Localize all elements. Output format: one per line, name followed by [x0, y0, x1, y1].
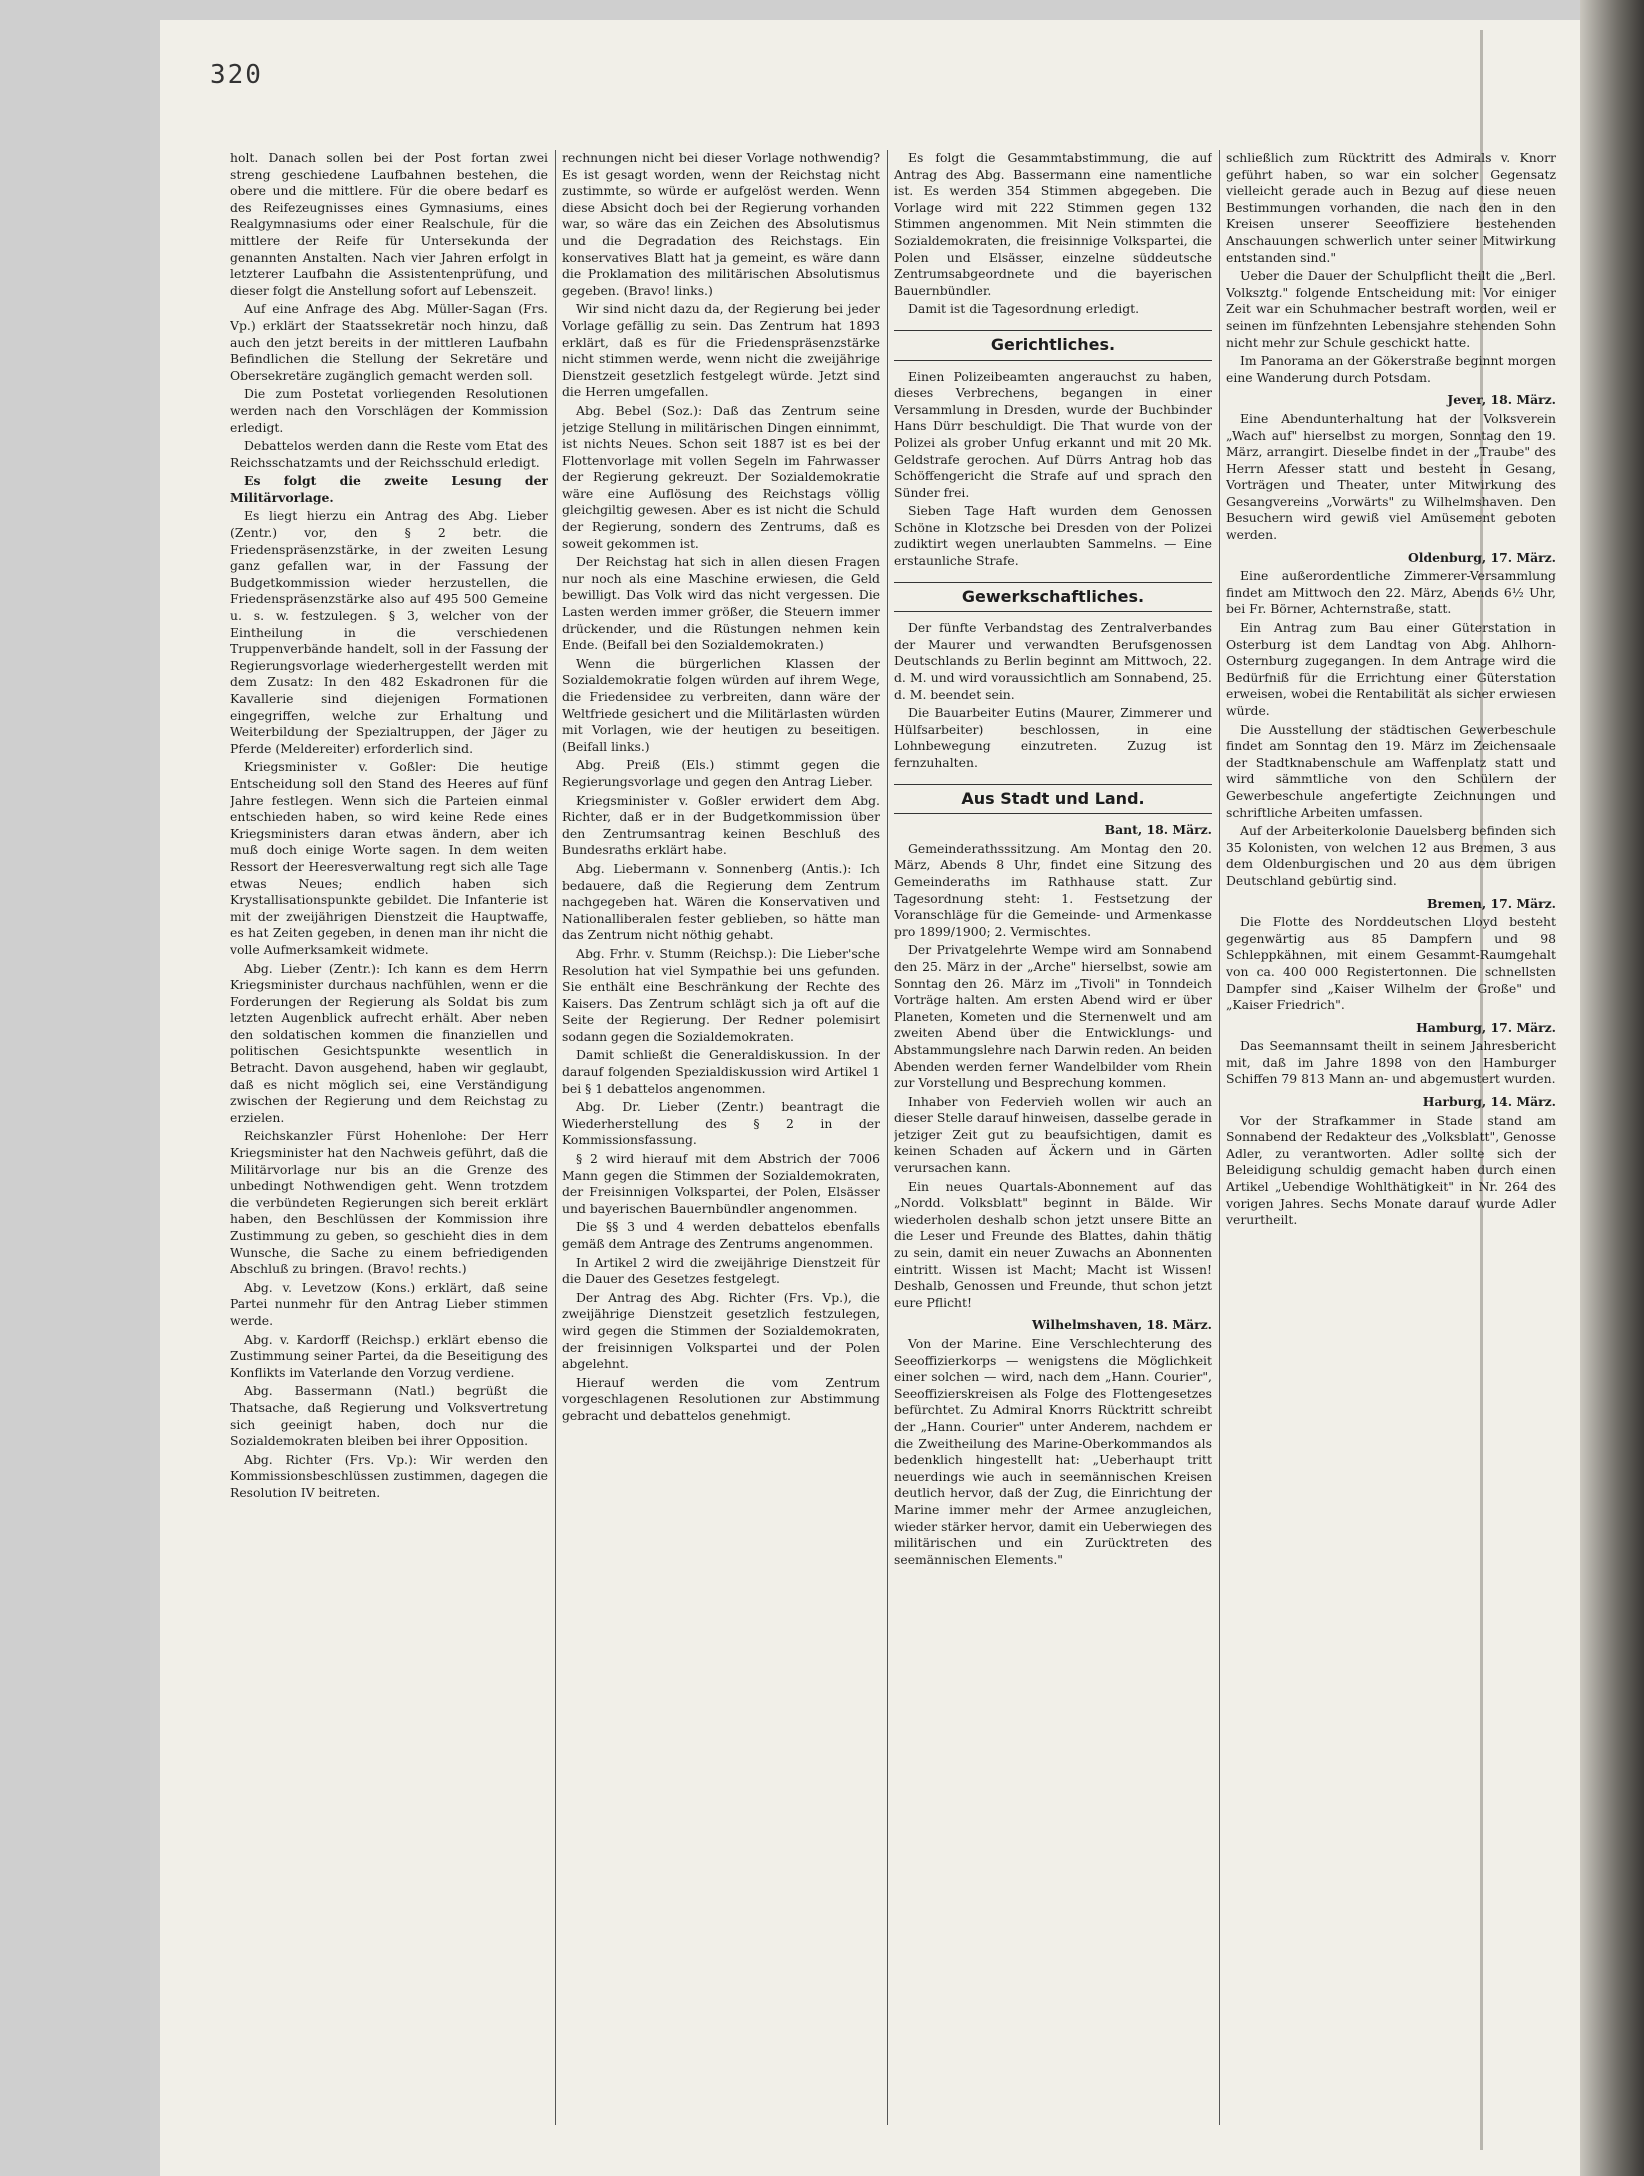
paragraph: Eine Abendunterhaltung hat der Volksverein „Wach auf" hierselbst zu morgen, Sonntag den 19. März, arrangirt. Dieselbe findet in der „Traube" des Herrn Afesser statt und besteht in Gesang, Vorträgen und Theater, unter Mitwirkung des Gesangvereins „Vorwärts" zu Wilhelmshaven. Den Besuchern wird gewiß viel Amüsement geboten werden.: [1226, 410, 1556, 543]
column-4: [1226, 150, 1556, 2125]
paragraph: Abg. Bebel (Soz.): Daß das Zentrum seine jetzige Stellung in militärischen Dingen einnimmt, ist nichts Neues. Schon seit 1887 ist es bei der Flottenvorlage mit vollen Segeln im Fahrwasser der Regierung gekreuzt. Der Sozialdemokratie wäre eine Auflösung des Reichstags völlig gleichgiltig gewesen. Aber es ist nicht die Schuld der Regierung, sondern des Zentrums, daß es soweit gekommen ist.: [562, 402, 880, 551]
paragraph: holt. Danach sollen bei der Post fortan zwei streng geschiedene Laufbahnen bestehen, die obere und die mittlere. Für die obere bedarf es des Reifezeugnisses eines Gymnasiums, eines Realgymnasiums oder einer Realschule, für die mittlere der Reife für Untersekunda der genannten Anstalten. Nach vier Jahren erfolgt in letzterer Laufbahn die Assistentenprüfung, und dieser folgt die Anstellung sofort auf Lebenszeit.: [230, 150, 548, 298]
paragraph: Abg. v. Kardorff (Reichsp.) erklärt ebenso die Zustimmung seiner Partei, da die Beseitigung des Konflikts im Vaterlande den Vorzug verdiene.: [230, 1331, 548, 1380]
paragraph: Ein neues Quartals-Abonnement auf das „Nordd. Volksblatt" beginnt in Bälde. Wir wiederholen deshalb schon jetzt unsere Bitte an die Leser und Freunde des Blattes, dahin thätig zu sein, damit ein neuer Zuwachs an Abonnenten eintritt. Wissen ist Macht; Macht ist Wissen! Deshalb, Genossen und Freunde, thut schon jetzt eure Pflicht!: [894, 1178, 1212, 1310]
paragraph: Von der Marine. Eine Verschlechterung des Seeoffizierkorps — wenigstens die Möglichkeit einer solchen — wird, nach dem „Hann. Courier", Seeoffizierskreisen als Folge des Flottengesetzes befürchtet. Zu Admiral Knorrs Rücktritt schreibt der „Hann. Courier" unter Anderem, nachdem er die Zweitheilung des Marine-Oberkommandos als bedenklich hingestellt hat: „Ueberhaupt tritt neuerdings wie auch in seemännischen Kreisen deutlich hervor, daß der Zug, die Einrichtung der Marine immer mehr der Armee anzugleichen, wieder stärker hervor, damit ein Ueberwiegen des militärischen und ein Zurücktreten des seemännischen Elements.": [894, 1336, 1212, 1567]
paragraph: Der fünfte Verbandstag des Zentralverbandes der Maurer und verwandten Berufsgenossen Deutschlands zu Berlin beginnt am Mittwoch, 22. d. M. und wird voraussichtlich am Sonnabend, 25. d. M. beendet sein.: [894, 620, 1212, 702]
paragraph: Im Panorama an der Gökerstraße beginnt morgen eine Wanderung durch Potsdam.: [1226, 353, 1556, 385]
paragraph: Inhaber von Federvieh wollen wir auch an dieser Stelle darauf hinweisen, dasselbe gerade in jetziger Zeit gut zu beaufsichtigen, damit es keinen Schaden auf Äckern und in Gärten verursachen kann.: [894, 1093, 1212, 1176]
paragraph: Die Ausstellung der städtischen Gewerbeschule findet am Sonntag den 19. März im Zeichensaale der Stadtknabenschule am Waffenplatz statt und wird sämmtliche von den Schülern der Gewerbeschule angefertigte Zeichnungen und schriftliche Arbeiten umfassen.: [1226, 721, 1556, 820]
column-3: [894, 150, 1212, 2125]
paragraph: Wir sind nicht dazu da, der Regierung bei jeder Vorlage gefällig zu sein. Das Zentrum hat 1893 erklärt, daß es für die Friedenspräsenzstärke nicht stimmen werde, wenn nicht die zweijährige Dienstzeit gesetzlich festgelegt würde. Jetzt sind die Herren umgefallen.: [562, 301, 880, 400]
paragraph: Die zum Postetat vorliegenden Resolutionen werden nach den Vorschlägen der Kommission erledigt.: [230, 386, 548, 435]
dateline: Bremen, 17. März.: [1426, 895, 1556, 911]
paragraph: Wenn die bürgerlichen Klassen der Sozialdemokratie folgen würden auf ihrem Wege, die Friedensidee zu verbreiten, dann wäre der Weltfriede gesichert und die Militärlasten würden mit Vorlagen, wie der heutigen zu beseitigen. (Beifall links.): [562, 655, 880, 754]
paragraph: Einen Polizeibeamten angerauchst zu haben, dieses Verbrechens, begangen in einer Versammlung in Dresden, wurde der Buchbinder Hans Dürr beschuldigt. Die That wurde von der Polizei als grober Unfug erkannt und mit 20 Mk. Geldstrafe gerochen. Auf Dürrs Antrag hob das Schöffengericht die Strafe auf und sprach den Sünder frei.: [894, 368, 1212, 500]
column-2: [562, 150, 880, 2125]
paragraph: Abg. v. Levetzow (Kons.) erklärt, daß seine Partei nunmehr für den Antrag Lieber stimmen werde.: [230, 1279, 548, 1328]
paragraph: Reichskanzler Fürst Hohenlohe: Der Herr Kriegsminister hat den Nachweis geführt, daß die Militärvorlage nur bis an die Grenze des unbedingt Nothwendigen geht. Wenn trotzdem die verbündeten Regierungen sich bereit erklärt haben, den Beschlüssen der Kommission ihre Zustimmung zu geben, so geschieht dies in dem Wunsche, die Sache zu einem befriedigenden Abschluß zu bringen. (Bravo! rechts.): [230, 1128, 548, 1277]
column-1: [230, 150, 548, 2125]
paragraph: Abg. Richter (Frs. Vp.): Wir werden den Kommissionsbeschlüssen zustimmen, dagegen die Resolution IV beitreten.: [230, 1451, 548, 1500]
paragraph: rechnungen nicht bei dieser Vorlage nothwendig? Es ist gesagt worden, wenn der Reichstag nicht zustimmte, so würde er aufgelöst werden. Wenn diese Absicht doch bei der Regierung vorhanden war, so wäre das ein Zeichen des Absolutismus und die Degradation des Reichstags. Ein konservatives Blatt hat ja gemeint, es wäre dann die Proklamation des militärischen Absolutismus gegeben. (Bravo! links.): [562, 150, 880, 298]
paragraph: Kriegsminister v. Goßler: Die heutige Entscheidung soll den Stand des Heeres auf fünf Jahre festlegen. Wenn sich die Parteien einmal entschieden haben, so wird keine Rede eines Kriegsministers daran etwas ändern, aber ich muß doch einige Worte sagen. In dem weiten Ressort der Heeresverwaltung regt sich alle Tage etwas Neues; endlich haben sich Krystallisationspunkte gebildet. Die Infanterie ist mit der zweijährigen Dienstzeit die Hauptwaffe, es hat Zeiten gegeben, in denen man ihr nicht die volle Aufmerksamkeit widmete.: [230, 759, 548, 957]
paragraph: Der Privatgelehrte Wempe wird am Sonnabend den 25. März in der „Arche" hierselbst, sowie am Sonntag den 26. März im „Tivoli" in Tonndeich Vorträge halten. Am ersten Abend wird er über Planeten, Kometen und die Sternenwelt und am zweiten Abend über die Entwicklungs- und Abstammungslehre nach Darwin reden. An beiden Abenden werden ferner Wandelbilder vom Rhein zur Vorstellung und Besprechung kommen.: [894, 942, 1212, 1091]
book-spine: [1580, 0, 1644, 2176]
section-heading: Aus Stadt und Land.: [894, 784, 1212, 815]
paragraph: Es liegt hierzu ein Antrag des Abg. Lieber (Zentr.) vor, den § 2 betr. die Friedenspräsenzstärke, in der zweiten Lesung ganz gefallen war, in der Fassung der Budgetkommission wieder herzustellen, die Friedenspräsenzstärke also auf 495 500 Gemeine u. s. w. festzulegen. § 3, welcher von der Eintheilung in die verschiedenen Truppenverbände handelt, soll in der Fassung der Regierungsvorlage wiederhergestellt werden mit dem Zusatz: In den 482 Eskadronen für die Kavallerie sind diejenigen Formationen eingegriffen, welche zur Erhaltung und Weiterbildung der Spezialtruppen, der Jäger zu Pferde (Meldereiter) erforderlich sind.: [230, 508, 548, 756]
dateline: Jever, 18. März.: [1447, 392, 1556, 408]
paragraph: § 2 wird hierauf mit dem Abstrich der 7006 Mann gegen die Stimmen der Sozialdemokraten, der Freisinnigen Volkspartei, der Polen, Elsässer und bayerischen Bauernbündler angenommen.: [562, 1151, 880, 1216]
paragraph: Ueber die Dauer der Schulpflicht theilt die „Berl. Volksztg." folgende Entscheidung mit: Vor einiger Zeit war ein Schuhmacher bestraft worden, weil er seinen im fünfzehnten Lebensjahre stehenden Sohn nicht mehr zur Schule geschickt hatte.: [1226, 268, 1556, 350]
paragraph: Vor der Strafkammer in Stade stand am Sonnabend der Redakteur des „Volksblatt", Genosse Adler, zu verantworten. Adler sollte sich der Beleidigung schuldig gemacht haben durch einen Artikel „Uebendige Wohlthätigkeit" in Nr. 264 des vorigen Jahres. Sechs Monate darauf wurde Adler verurtheilt.: [1226, 1112, 1556, 1228]
paragraph: Hierauf werden die vom Zentrum vorgeschlagenen Resolutionen zur Abstimmung gebracht und debattelos genehmigt.: [562, 1374, 880, 1423]
paragraph: Das Seemannsamt theilt in seinem Jahresbericht mit, daß im Jahre 1898 von den Hamburger Schiffen 79 813 Mann an- und abgemustert wurden.: [1226, 1038, 1556, 1087]
column-rule: [1219, 150, 1220, 2125]
dateline: Harburg, 14. März.: [1422, 1094, 1556, 1110]
paragraph: Ein Antrag zum Bau einer Güterstation in Osterburg ist dem Landtag von Abg. Ahlhorn-Osternburg zugegangen. In dem Antrage wird die Bedürfniß für die Errichtung einer Güterstation erweisen, wobei die Rentabilität als sicher erwiesen würde.: [1226, 620, 1556, 718]
dateline: Wilhelmshaven, 18. März.: [1031, 1317, 1212, 1333]
paragraph: Auf der Arbeiterkolonie Dauelsberg befinden sich 35 Kolonisten, von welchen 12 aus Bremen, 3 aus dem Oldenburgischen und 20 aus dem übrigen Deutschland gebürtig sind.: [1226, 823, 1556, 888]
column-rule: [887, 150, 888, 2125]
paragraph: Gemeinderathsssitzung. Am Montag den 20. März, Abends 8 Uhr, findet eine Sitzung des Gemeinderaths im Rathhause statt. Zur Tagesordnung steht: 1. Festsetzung der Voranschläge für die Gemeinde- und Armenkasse pro 1899/1900; 2. Vermischtes.: [894, 840, 1212, 939]
paragraph: Abg. Preiß (Els.) stimmt gegen die Regierungsvorlage und gegen den Antrag Lieber.: [562, 757, 880, 789]
section-heading: Gewerkschaftliches.: [894, 582, 1212, 613]
paragraph: Abg. Liebermann v. Sonnenberg (Antis.): Ich bedauere, daß die Regierung dem Zentrum nachgegeben hat. Wären die Konservativen und Nationalliberalen fester geblieben, so hätte man das Zentrum nicht nöthig gehabt.: [562, 860, 880, 943]
paragraph: Der Antrag des Abg. Richter (Frs. Vp.), die zweijährige Dienstzeit gesetzlich festzulegen, wird gegen die Stimmen der Sozialdemokraten, der freisinnigen Volkspartei und der Polen abgelehnt.: [562, 1289, 880, 1372]
paragraph: Abg. Lieber (Zentr.): Ich kann es dem Herrn Kriegsminister durchaus nachfühlen, wenn er die Forderungen der Regierung als Soldat bis zum letzten Augenblick aufrecht erhält. Aber neben den soldatischen kommen die finanziellen und politischen Gesichtspunkte wesentlich in Betracht. Davon ausgehend, haben wir geglaubt, daß es nicht möglich sei, eine Verständigung zwischen der Regierung und dem Reichstag zu erzielen.: [230, 960, 548, 1125]
dateline: Hamburg, 17. März.: [1416, 1019, 1556, 1035]
column-rule: [555, 150, 556, 2125]
paragraph: Abg. Bassermann (Natl.) begrüßt die Thatsache, daß Regierung und Volksvertretung sich geeinigt haben, doch nur die Sozialdemokraten bleiben bei ihrer Opposition.: [230, 1383, 548, 1449]
paragraph: schließlich zum Rücktritt des Admirals v. Knorr geführt haben, so war ein solcher Gegensatz vielleicht gerade auch in Bezug auf diese neuen Bestimmungen vorhanden, die nach den in den Kreisen unserer Seeoffiziere bestehenden Anschauungen schwerlich unter seiner Mitwirkung entstanden sind.": [1226, 150, 1556, 265]
paragraph: Eine außerordentliche Zimmerer-Versammlung findet am Mittwoch den 22. März, Abends 6½ Uhr, bei Fr. Börner, Achternstraße, statt.: [1226, 568, 1556, 617]
paragraph: Damit schließt die Generaldiskussion. In der darauf folgenden Spezialdiskussion wird Artikel 1 bei § 1 debattelos angenommen.: [562, 1047, 880, 1096]
dateline: Oldenburg, 17. März.: [1407, 549, 1556, 565]
paragraph: Der Reichstag hat sich in allen diesen Fragen nur noch als eine Maschine erwiesen, die Geld bewilligt. Das Volk wird das nicht vergessen. Die Lasten werden immer größer, die Steuern immer drückender, und die Rüstungen nehmen kein Ende. (Beifall bei den Sozialdemokraten.): [562, 554, 880, 653]
paragraph: Abg. Dr. Lieber (Zentr.) beantragt die Wiederherstellung des § 2 in der Kommissionsfassung.: [562, 1099, 880, 1148]
paragraph: Die §§ 3 und 4 werden debattelos ebenfalls gemäß dem Antrage des Zentrums angenommen.: [562, 1219, 880, 1251]
paragraph: Es folgt die zweite Lesung der Militärvorlage.: [230, 473, 548, 505]
paragraph: Die Bauarbeiter Eutins (Maurer, Zimmerer und Hülfsarbeiter) beschlossen, in eine Lohnbewegung einzutreten. Zuzug ist fernzuhalten.: [894, 705, 1212, 770]
page-number: 320: [210, 60, 263, 90]
paragraph: In Artikel 2 wird die zweijährige Dienstzeit für die Dauer des Gesetzes festgelegt.: [562, 1254, 880, 1287]
paragraph: Die Flotte des Norddeutschen Lloyd besteht gegenwärtig aus 85 Dampfern und 98 Schleppkähnen, mit einem Gesammt-Raumgehalt von ca. 400 000 Registertonnen. Die schnellsten Dampfer sind „Kaiser Wilhelm der Große" und „Kaiser Friedrich".: [1226, 914, 1556, 1013]
paragraph: Kriegsminister v. Goßler erwidert dem Abg. Richter, daß er in der Budgetkommission über den Zentrumsantrag keinen Beschluß des Bundesraths erklärt habe.: [562, 792, 880, 858]
paragraph: Auf eine Anfrage des Abg. Müller-Sagan (Frs. Vp.) erklärt der Staatssekretär noch hinzu, daß auch den jetzt bereits in der mittleren Laufbahn Befindlichen die Stellung der Sekretäre und Obersekretäre zugänglich gemacht werden soll.: [230, 301, 548, 383]
section-heading: Gerichtliches.: [894, 330, 1212, 361]
dateline: Bant, 18. März.: [1104, 822, 1212, 838]
paragraph: Debattelos werden dann die Reste vom Etat des Reichsschatzamts und der Reichsschuld erledigt.: [230, 438, 548, 470]
paragraph: Sieben Tage Haft wurden dem Genossen Schöne in Klotzsche bei Dresden von der Polizei zudiktirt wegen unerlaubten Sammelns. — Eine erstaunliche Strafe.: [894, 503, 1212, 569]
paragraph: Es folgt die Gesammtabstimmung, die auf Antrag des Abg. Bassermann eine namentliche ist. Es werden 354 Stimmen abgegeben. Die Vorlage wird mit 222 Stimmen gegen 132 Stimmen angenommen. Mit Nein stimmten die Sozialdemokraten, die freisinnige Volkspartei, die Polen und Elsässer, einzelne süddeutsche Zentrumsabgeordnete und die bayerischen Bauernbündler.: [894, 150, 1212, 298]
paragraph: Abg. Frhr. v. Stumm (Reichsp.): Die Lieber'sche Resolution hat viel Sympathie bei uns gefunden. Sie enthält eine Beschränkung der Rechte des Kaisers. Das Zentrum schlägt sich ja oft auf die Seite der Regierung. Der Redner polemisirt sodann gegen die Sozialdemokraten.: [562, 945, 880, 1044]
paragraph: Damit ist die Tagesordnung erledigt.: [908, 301, 1140, 317]
